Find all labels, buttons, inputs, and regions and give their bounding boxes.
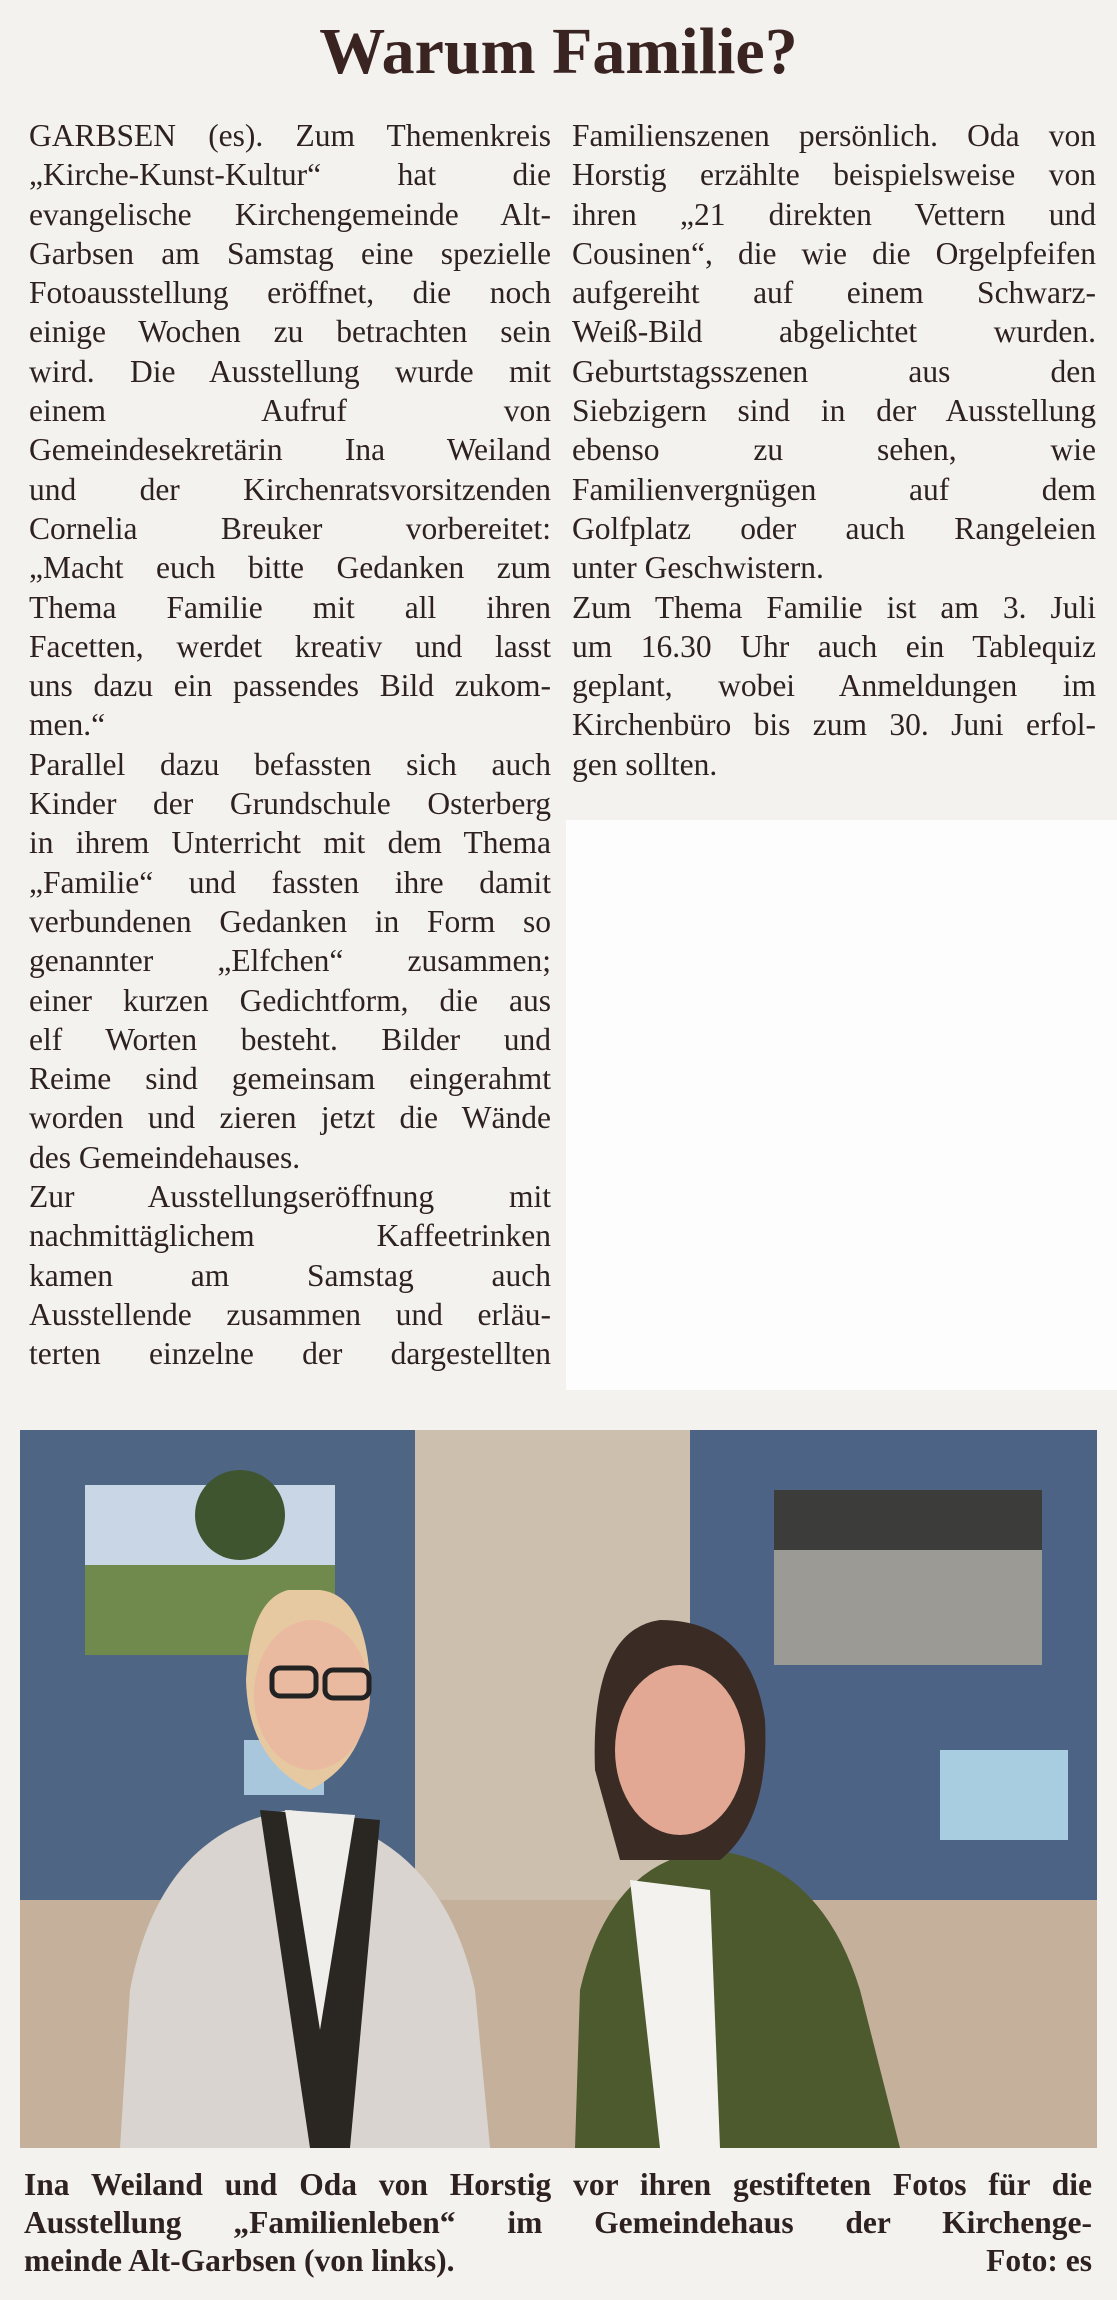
paragraph <box>572 588 1096 784</box>
text-line: „Macht euch bitte Gedanken zum <box>29 550 551 586</box>
paragraph <box>29 1177 551 1373</box>
text-line: Thema Familie mit all ihren <box>29 589 551 625</box>
text-line: uns dazu ein passendes Bild zukom- <box>29 668 551 704</box>
text-line: geplant, wobei Anmeldungen im <box>572 668 1096 704</box>
text-line: evangelische Kirchengemeinde Alt- <box>29 196 551 232</box>
paragraph <box>29 745 551 1177</box>
text-line: Gemeindesekretärin Ina Weiland <box>29 432 551 468</box>
caption-line: meinde Alt-Garbsen (von links). <box>24 2243 455 2278</box>
text-line: verbundenen Gedanken in Form so <box>29 903 551 939</box>
text-line: unter Geschwistern. <box>572 550 824 586</box>
text-line: Siebzigern sind in der Ausstellung <box>572 393 1096 429</box>
text-line: Kinder der Grundschule Osterberg <box>29 786 551 822</box>
text-line: Parallel dazu befassten sich auch <box>29 746 551 782</box>
text-line: und der Kirchenratsvorsitzenden <box>29 471 551 507</box>
photo-caption <box>24 2166 1092 2280</box>
paragraph <box>572 116 1096 588</box>
text-line: terten einzelne der dargestellten <box>29 1336 551 1372</box>
text-line: GARBSEN (es). Zum Themenkreis <box>29 118 551 153</box>
person-right-face <box>615 1665 745 1835</box>
text-line: Garbsen am Samstag eine spezielle <box>29 235 551 271</box>
article-title: Warum Familie? <box>319 15 798 88</box>
text-line: Reime sind gemeinsam eingerahmt <box>29 1061 551 1097</box>
text-line: „Familie“ und fassten ihre damit <box>29 864 551 900</box>
text-line: gen sollten. <box>572 746 718 782</box>
text-line: kamen am Samstag auch <box>29 1257 551 1293</box>
text-line: Golfplatz oder auch Rangeleien <box>572 510 1096 546</box>
text-line: Familienvergnügen auf dem <box>572 471 1096 507</box>
photo-credit: Foto: es <box>986 2243 1092 2278</box>
text-line: Geburtstagsszenen aus den <box>572 353 1096 389</box>
text-line: genannter „Elfchen“ zusammen; <box>29 943 551 979</box>
caption-line: Ina Weiland und Oda von Horstig vor ihren gestifteten Fotos für die <box>24 2167 1092 2202</box>
text-line: Cousinen“, die wie die Orgelpfeifen <box>572 235 1096 271</box>
text-line: Weiß-Bild abgelichtet wurden. <box>572 314 1096 350</box>
text-line: Zur Ausstellungseröffnung mit <box>29 1179 551 1215</box>
text-line: men.“ <box>29 707 106 743</box>
text-line: Zum Thema Familie ist am 3. Juli <box>572 589 1096 625</box>
text-line: wird. Die Ausstellung wurde mit <box>29 353 551 389</box>
blank-area <box>566 820 1117 1390</box>
text-line: in ihrem Unterricht mit dem Thema <box>29 825 551 861</box>
text-line: um 16.30 Uhr auch ein Tablequiz <box>572 628 1096 664</box>
text-line: worden und zieren jetzt die Wände <box>29 1100 551 1136</box>
text-line: nachmittäglichem Kaffeetrinken <box>29 1218 551 1254</box>
article-column-left <box>29 116 551 1374</box>
caption-line: Ausstellung „Familienleben“ im Gemeindehaus der Kirchenge- <box>24 2205 1092 2240</box>
text-line: des Gemeindehauses. <box>29 1139 301 1175</box>
text-line: ebenso zu sehen, wie <box>572 432 1096 468</box>
text-line: aufgereiht auf einem Schwarz- <box>572 275 1096 311</box>
text-line: Familienszenen persönlich. Oda von <box>572 118 1096 153</box>
text-line: Fotoausstellung eröffnet, die noch <box>29 275 551 311</box>
text-line: elf Worten besteht. Bilder und <box>29 1021 551 1057</box>
text-line: Facetten, werdet kreativ und lasst <box>29 628 551 664</box>
text-line: ihren „21 direkten Vettern und <box>572 196 1096 232</box>
text-line: einige Wochen zu betrachten sein <box>29 314 551 350</box>
text-line: Cornelia Breuker vorbereitet: <box>29 510 551 546</box>
text-line: „Kirche-Kunst-Kultur“ hat die <box>29 157 551 193</box>
caption-last-row <box>24 2242 1092 2280</box>
text-line: Horstig erzählte beispielsweise von <box>572 157 1096 193</box>
article-column-right <box>572 116 1096 784</box>
text-line: Ausstellende zusammen und erläu- <box>29 1296 551 1332</box>
text-line: einem Aufruf von <box>29 393 551 429</box>
poem-card-right <box>940 1750 1068 1840</box>
article-photo <box>20 1430 1097 2148</box>
text-line: Kirchenbüro bis zum 30. Juni erfol- <box>572 707 1096 743</box>
paragraph <box>29 116 551 745</box>
text-line: einer kurzen Gedichtform, die aus <box>29 982 551 1018</box>
